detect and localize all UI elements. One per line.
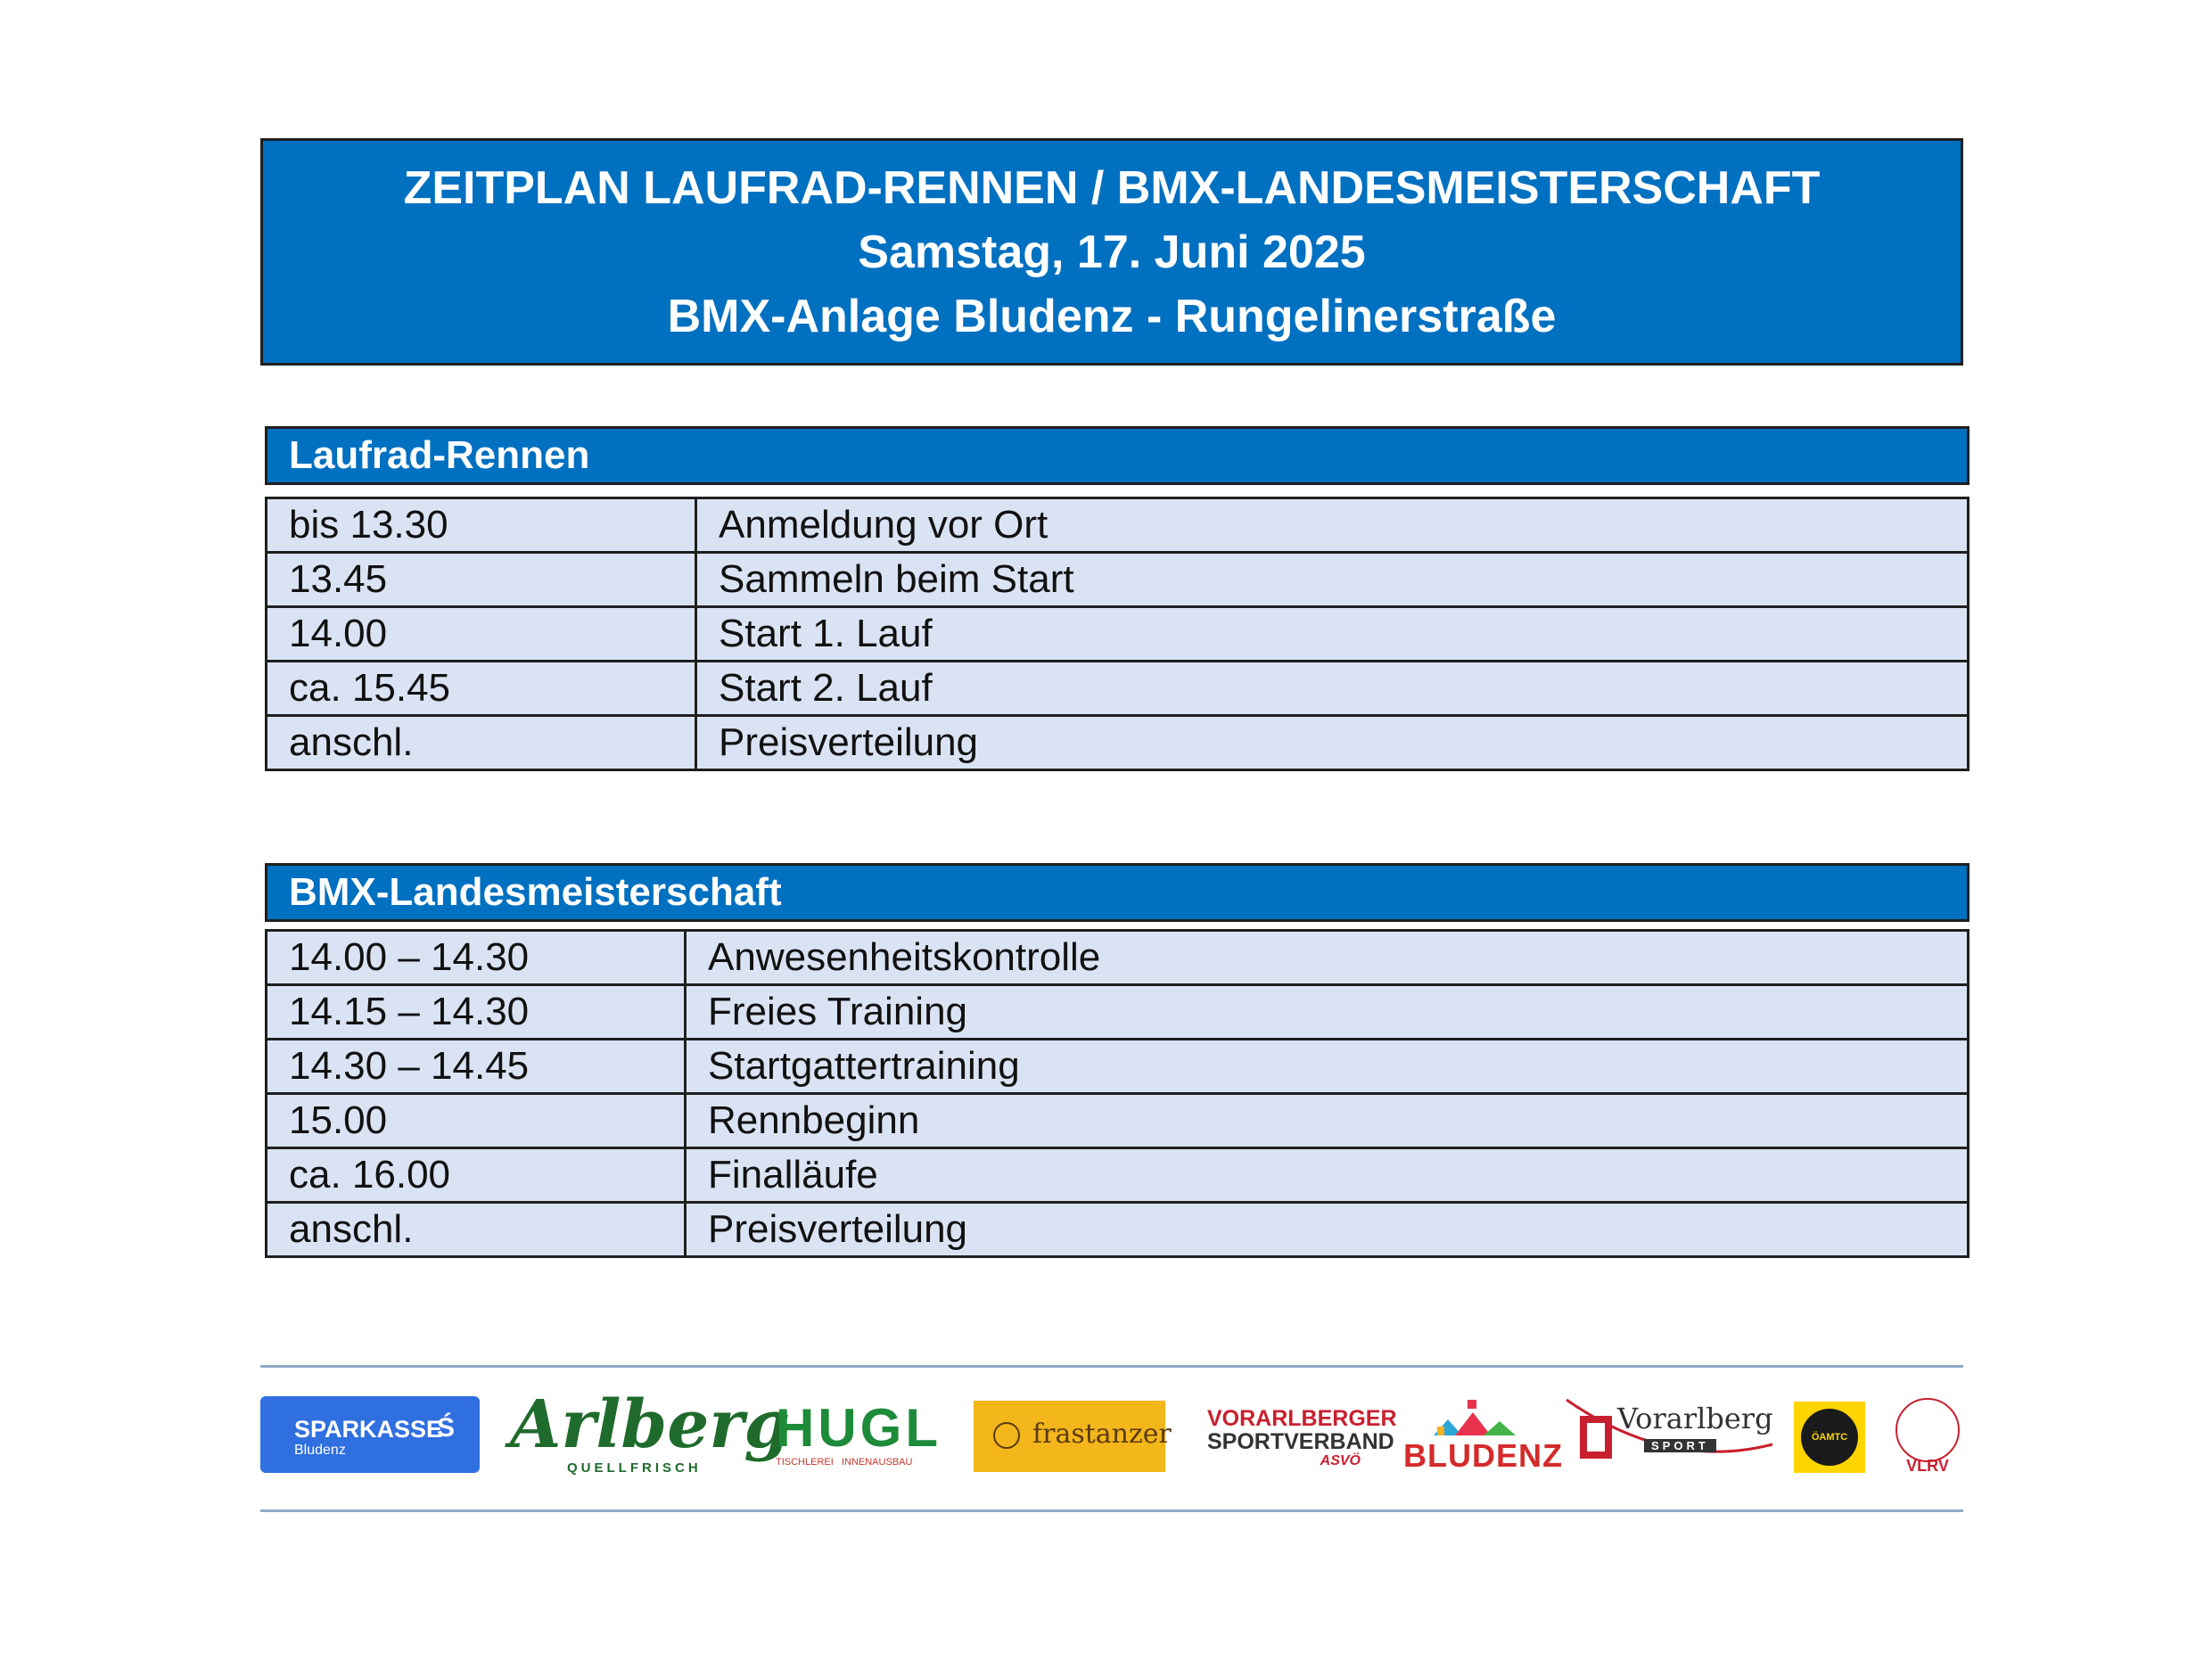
event-cell: Anwesenheitskontrolle — [686, 931, 1969, 985]
time-cell: 13.45 — [267, 553, 696, 607]
time-cell: anschl. — [267, 716, 696, 770]
event-cell: Rennbeginn — [686, 1094, 1969, 1148]
sponsor-logos — [260, 1380, 1963, 1496]
time-cell: 14.00 — [267, 607, 696, 662]
bludenz-houses-icon — [1402, 1400, 1553, 1439]
table-row — [267, 985, 1969, 1040]
table-row — [267, 1148, 1969, 1203]
schedule-table-bmx — [265, 929, 1969, 1258]
time-cell: 14.15 – 14.30 — [267, 985, 686, 1040]
section-title: Laufrad-Rennen — [265, 426, 1969, 485]
event-cell: Freies Training — [686, 985, 1969, 1040]
bludenz-logo: BLUDENZ — [1402, 1400, 1553, 1480]
sparkasse-logo: SPARKASSE Ś Bludenz — [260, 1396, 480, 1473]
table-row — [267, 931, 1969, 985]
event-cell: Preisverteilung — [686, 1203, 1969, 1257]
footer-divider-top — [260, 1365, 1963, 1368]
time-cell: ca. 16.00 — [267, 1148, 686, 1203]
time-cell: 14.30 – 14.45 — [267, 1040, 686, 1094]
table-row — [267, 716, 1969, 770]
time-cell: 15.00 — [267, 1094, 686, 1148]
section-title: BMX-Landesmeisterschaft — [265, 863, 1969, 922]
oeamtc-logo: ÖAMTC — [1794, 1402, 1865, 1473]
schedule-table-laufrad — [265, 497, 1969, 771]
table-row — [267, 498, 1969, 553]
table-row — [267, 662, 1969, 716]
time-cell: ca. 15.45 — [267, 662, 696, 716]
sportverband-logo: VORARLBERGER SPORTVERBAND ASVÖ — [1207, 1406, 1397, 1468]
vlrv-logo: VLRV — [1892, 1394, 1963, 1480]
table-row — [267, 1040, 1969, 1094]
header-title: ZEITPLAN LAUFRAD-RENNEN / BMX-LANDESMEISTERSCHAFT — [403, 161, 1821, 214]
table-row — [267, 1203, 1969, 1257]
header-date: Samstag, 17. Juni 2025 — [858, 226, 1366, 278]
table-row — [267, 1094, 1969, 1148]
table-row — [267, 607, 1969, 662]
vlrv-bike-icon — [1895, 1398, 1960, 1462]
table-row — [267, 553, 1969, 607]
header-location: BMX-Anlage Bludenz - Rungelinerstraße — [667, 290, 1557, 342]
sparkasse-s-icon: Ś — [437, 1413, 456, 1443]
section-bmx — [265, 863, 1969, 1258]
frastanzer-logo: frastanzer — [974, 1401, 1165, 1472]
event-cell: Sammeln beim Start — [696, 553, 1969, 607]
event-cell: Start 1. Lauf — [696, 607, 1969, 662]
frastanzer-emblem-icon — [993, 1422, 1020, 1449]
time-cell: anschl. — [267, 1203, 686, 1257]
vorarlberg-sport-logo: Vorarlberg SPORT — [1562, 1391, 1776, 1480]
event-cell: Startgattertraining — [686, 1040, 1969, 1094]
event-cell: Finalläufe — [686, 1148, 1969, 1203]
header-banner — [260, 138, 1963, 366]
event-cell: Preisverteilung — [696, 716, 1969, 770]
event-cell: Start 2. Lauf — [696, 662, 1969, 716]
section-laufrad — [265, 426, 1969, 771]
hugl-logo: HUGL TISCHLEREI INNENAUSBAU — [776, 1398, 942, 1468]
arlberg-logo: Arlberg QUELLFRISCH — [510, 1386, 791, 1476]
time-cell: 14.00 – 14.30 — [267, 931, 686, 985]
event-cell: Anmeldung vor Ort — [696, 498, 1969, 553]
time-cell: bis 13.30 — [267, 498, 696, 553]
footer-divider-bottom — [260, 1509, 1963, 1512]
